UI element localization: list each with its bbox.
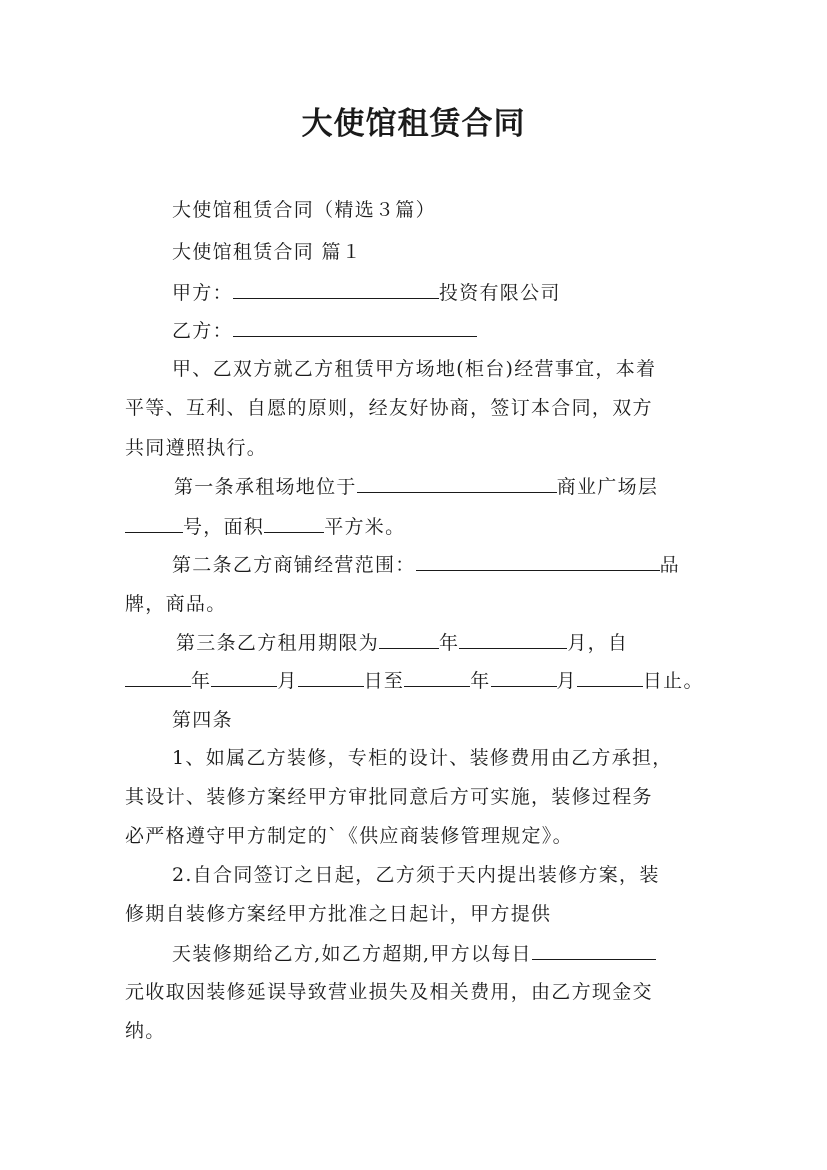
article-4-clause-2-line-1 (172, 863, 660, 887)
start-year-blank[interactable] (125, 668, 191, 687)
article-4-clause-1-line-3 (125, 824, 573, 848)
scope-blank[interactable] (416, 552, 660, 571)
party-a-label: 甲方： (172, 282, 233, 304)
text: 必严格遵守甲方制定的`《供应商装修管理规定》。 (125, 825, 573, 847)
text: 品 (659, 554, 680, 576)
text: 第四条 (172, 709, 233, 731)
article-4-clause-1-line-2 (125, 785, 653, 809)
text: 其设计、装修方案经甲方审批同意后方可实施，装修过程务 (125, 786, 653, 808)
location-blank[interactable] (357, 474, 557, 493)
intro-line-2 (125, 396, 653, 420)
party-a-blank[interactable] (233, 280, 439, 299)
party-b-line (172, 318, 477, 343)
text: 月，自 (567, 632, 629, 654)
text: 1、如属乙方装修，专柜的设计、装修费用由乙方承担， (172, 747, 673, 769)
article-4-heading (172, 708, 233, 732)
start-month-blank[interactable] (211, 668, 277, 687)
intro-line-3 (125, 436, 267, 460)
article-2-line-2 (125, 592, 227, 616)
party-b-blank[interactable] (233, 318, 477, 337)
subtitle-line (172, 198, 436, 222)
text: 第一条承租场地位于 (174, 476, 357, 498)
text: 年 (470, 670, 491, 692)
article-1-line-1 (174, 474, 658, 499)
text: 牌，商品。 (125, 593, 227, 615)
text: 修期自装修方案经甲方批准之日起计，甲方提供 (125, 903, 552, 925)
text: 大使馆租赁合同（精选３篇） (172, 199, 436, 221)
text: 日至 (363, 670, 405, 692)
article-4-clause-2-line-4 (125, 980, 653, 1004)
party-a-suffix: 投资有限公司 (438, 282, 561, 304)
party-b-label: 乙方： (172, 320, 233, 342)
article-4-clause-1-line-1 (172, 746, 673, 770)
text: 纳。 (125, 1020, 166, 1042)
text: 日止。 (642, 670, 704, 692)
article-2-line-1 (172, 552, 680, 577)
daily-fee-blank[interactable] (532, 941, 656, 960)
article-4-clause-2-line-3 (172, 941, 656, 966)
end-day-blank[interactable] (577, 668, 643, 687)
article-4-clause-2-line-2 (125, 902, 551, 926)
text: 第三条乙方租用期限为 (176, 632, 380, 654)
term-months-blank[interactable] (459, 630, 567, 649)
article-4-clause-2-line-5 (125, 1019, 166, 1043)
text: 月 (277, 670, 298, 692)
text: 月 (556, 670, 577, 692)
section-heading (172, 240, 362, 264)
area-blank[interactable] (264, 514, 324, 533)
text: 平等、互利、自愿的原则，经友好协商，签订本合同，双方 (125, 397, 653, 419)
text: 平方米。 (324, 516, 406, 538)
text: 大使馆租赁合同 篇１ (172, 241, 363, 263)
article-1-line-2 (125, 514, 405, 539)
text: 商业广场层 (556, 476, 659, 498)
text: 第二条乙方商铺经营范围： (172, 554, 416, 576)
text: 2.自合同签订之日起，乙方须于天内提出装修方案，装 (172, 864, 660, 886)
text: 年 (191, 670, 212, 692)
end-year-blank[interactable] (404, 668, 470, 687)
text: 甲、乙双方就乙方租赁甲方场地(柜台)经营事宜，本着 (172, 358, 657, 380)
article-3-line-2 (125, 668, 704, 693)
term-years-blank[interactable] (379, 630, 439, 649)
text: 共同遵照执行。 (125, 437, 268, 459)
unit-number-blank[interactable] (125, 514, 183, 533)
article-3-line-1 (176, 630, 628, 655)
intro-line-1 (172, 357, 656, 381)
text: 元收取因装修延误导致营业损失及相关费用，由乙方现金交 (125, 981, 653, 1003)
text: 号，面积 (183, 516, 265, 538)
document-title: 大使馆租赁合同 (301, 106, 526, 142)
start-day-blank[interactable] (298, 668, 364, 687)
text: 天装修期给乙方,如乙方超期,甲方以每日 (172, 943, 532, 965)
party-a-line (172, 280, 561, 305)
end-month-blank[interactable] (491, 668, 557, 687)
text: 年 (439, 632, 460, 654)
